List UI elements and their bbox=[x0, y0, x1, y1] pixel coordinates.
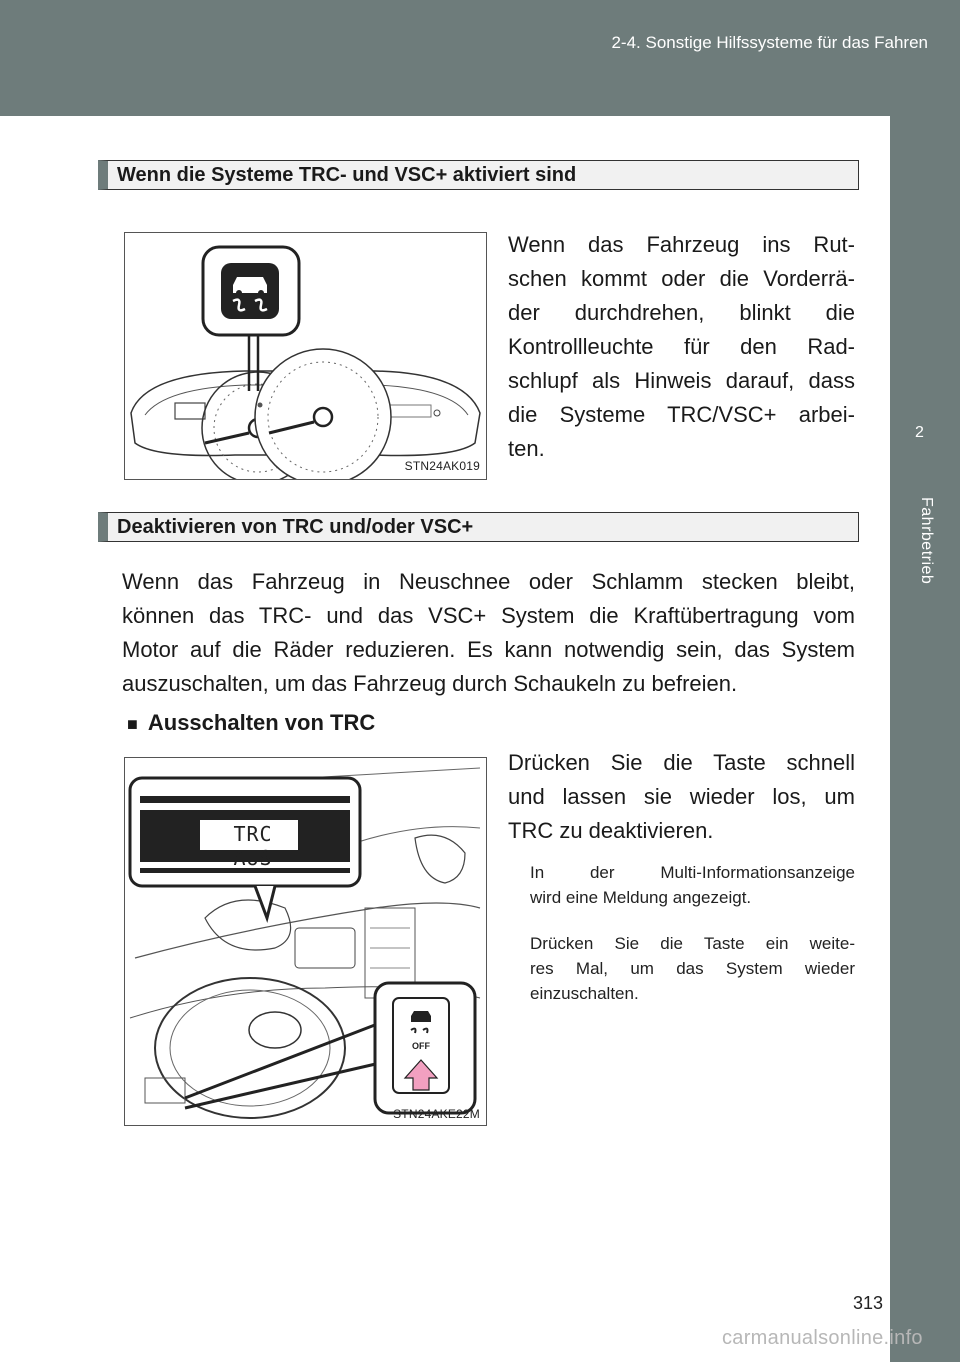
figure-code: STN24AK019 bbox=[404, 459, 480, 473]
section-heading-deactivate: Deaktivieren von TRC und/oder VSC+ bbox=[98, 512, 859, 542]
note-line: wird eine Meldung angezeigt. bbox=[530, 888, 752, 907]
text-line: Wenn das Fahrzeug in Neuschnee oder Schlamm stecken bleibt, bbox=[122, 569, 855, 594]
trc-aus-display-text: TRC AUS bbox=[233, 822, 273, 870]
instrument-cluster-illustration bbox=[125, 233, 486, 479]
text-line: der durchdrehen, blinkt die bbox=[508, 300, 855, 325]
text-line: schlupf als Hinweis darauf, dass bbox=[508, 368, 855, 393]
side-tab bbox=[890, 116, 960, 1362]
text-line: können das TRC- und das VSC+ System die Kraftübertragung vom bbox=[122, 603, 855, 628]
text-line: TRC zu deaktivieren. bbox=[508, 818, 714, 843]
subheading-text: Ausschalten von TRC bbox=[147, 710, 376, 735]
page-header-title: 2-4. Sonstige Hilfssysteme für das Fahren bbox=[611, 33, 928, 52]
text-line: ten. bbox=[508, 436, 545, 461]
page-number: 313 bbox=[853, 1293, 884, 1313]
section-heading-trc-vsc-active: Wenn die Systeme TRC- und VSC+ aktiviert sind bbox=[98, 160, 859, 190]
text-line: Wenn das Fahrzeug ins Rut- bbox=[508, 232, 855, 257]
chapter-label: Fahrbetrieb bbox=[918, 497, 935, 585]
text-line: schen kommt oder die Vorderrä- bbox=[508, 266, 855, 291]
bullet-square: ■ bbox=[127, 714, 138, 734]
text-line: Kontrollleuchte für den Rad- bbox=[508, 334, 855, 359]
figure-code: STN24AKE22M bbox=[393, 1107, 480, 1121]
note-line: In der Multi-Informationsanzeige bbox=[530, 863, 855, 882]
chapter-number: 2 bbox=[915, 424, 924, 441]
figure-instrument-cluster bbox=[124, 232, 487, 480]
figure-dashboard-trc-button bbox=[124, 757, 487, 1126]
text-line: Motor auf die Räder reduzieren. Es kann notwendig sein, das System bbox=[122, 637, 855, 662]
note-line: res Mal, um das System wieder bbox=[530, 959, 855, 978]
subheading-trc-off bbox=[127, 710, 375, 736]
trc-off-button-label: OFF bbox=[412, 1041, 430, 1051]
note-line: Drücken Sie die Taste ein weite- bbox=[530, 934, 855, 953]
text-line: und lassen sie wieder los, um bbox=[508, 784, 855, 809]
dashboard-illustration bbox=[125, 758, 486, 1125]
text-line: Drücken Sie die Taste schnell bbox=[508, 750, 855, 775]
header-bar bbox=[0, 0, 960, 116]
text-line: die Systeme TRC/VSC+ arbei- bbox=[508, 402, 855, 427]
note-line: einzuschalten. bbox=[530, 984, 639, 1003]
text-line: auszuschalten, um das Fahrzeug durch Schaukeln zu befreien. bbox=[122, 671, 738, 696]
watermark: carmanualsonline.info bbox=[722, 1327, 923, 1349]
